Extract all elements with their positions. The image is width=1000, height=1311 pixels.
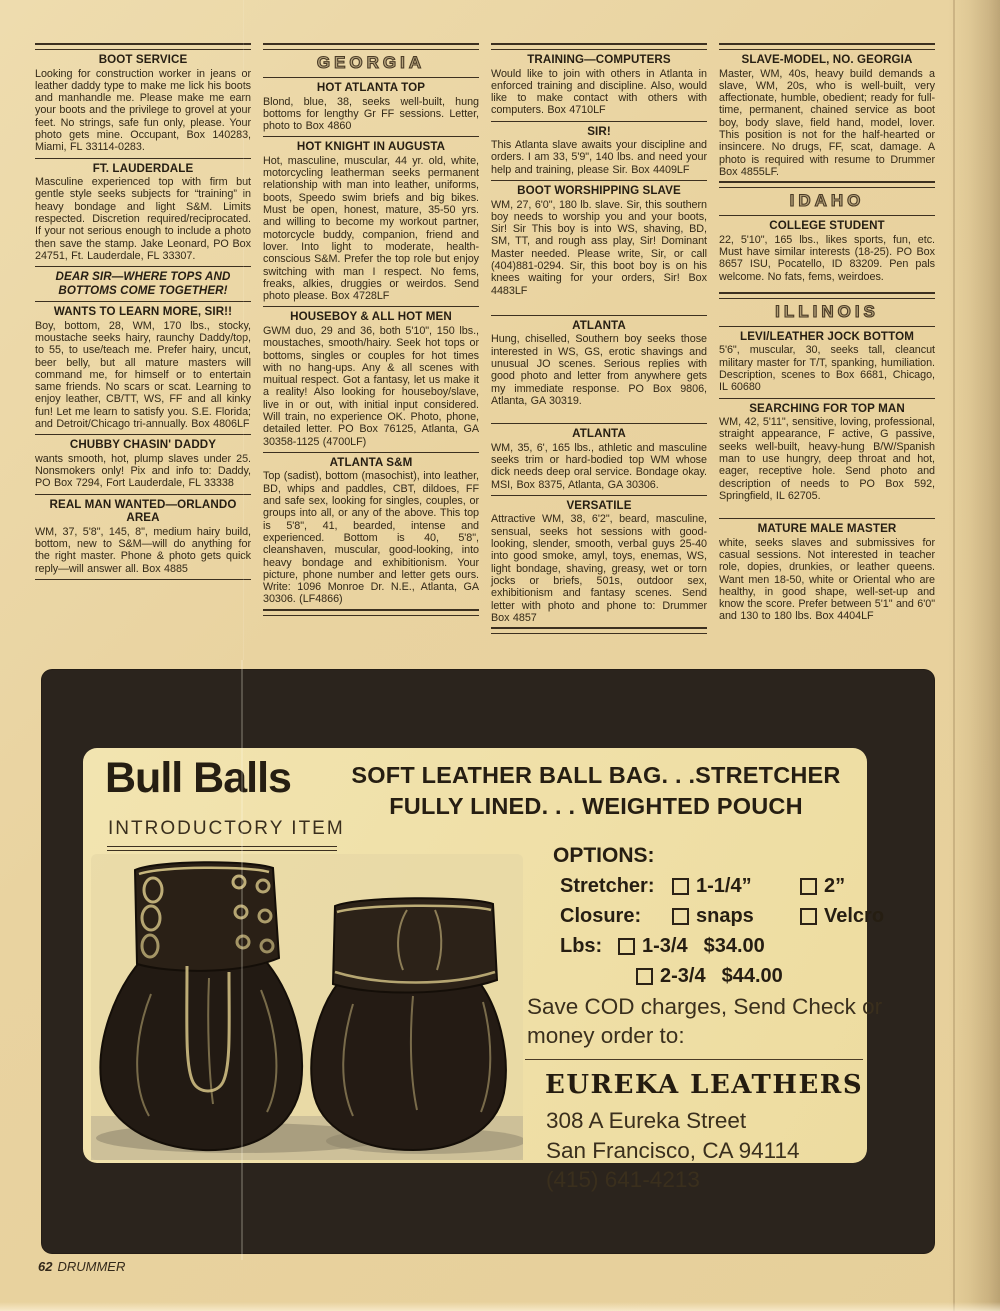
display-ad-panel [83, 748, 885, 1192]
ad-body: WM, 35, 6', 165 lbs., athletic and masculine seeks trim or hard-bodied top WM whose dick needs deep oral service. Bondage okay. MSI, Box 8375, Atlanta, GA 30306. [491, 441, 707, 491]
ad-body: WM, 27, 6'0", 180 lb. slave. Sir, this southern boy needs to worship you and your boots, Sir! Sir This boy is into WS, shaving, BD, SM, TT, and rough ass play, Sir! Dominant Master needed. Please write, Sir, or call (404)881-0294. Sir, this boot boy is on his knees waiting for your orders, Sir! Box 4483LF [491, 198, 707, 297]
ad-body: GWM duo, 29 and 36, both 5'10", 150 lbs., moustaches, smooth/hairy. Seek hot tops or bottoms, singles or couples for hot times with no hang-ups. Any & all scenes with muitual respect. Got a fantasy, let us make it a reality! Also looking for houseboy/slave, live in or out, with initial input considered. Will train, no experience OK. Photo, phone, detailed letter. PO Box 76125, Atlanta, GA 30358-1125 (4700LF) [263, 324, 479, 448]
ad-title: HOT KNIGHT IN AUGUSTA [296, 140, 446, 154]
ad-body: Boy, bottom, 28, WM, 170 lbs., stocky, moustache seeks hairy, raunchy Daddy/top, to 55, to use/teach me. Prefer hairy, uncut, beer belly, but all mature masters will command me, for himself or to entertain same friends. No scars or scat. Learning to enjoy leather, CB/TT, WS, FF and all kinky fun! Let me learn to satisfy you. S.E. Florida; and Detroit/Chicago tri-annually. Box 4806LF [35, 319, 251, 431]
order-note: Save COD charges, Send Check or money order to: [527, 994, 883, 1048]
page-edge-shadow [948, 0, 1000, 1311]
option-text: 2” [824, 875, 846, 897]
ad-body: Would like to join with others in Atlanta in enforced training and discipline. Also, would like to make contact with others with computers. Box 4710LF [491, 67, 707, 117]
ad-headline [335, 760, 857, 822]
option-text: 1-3/4 [642, 935, 688, 957]
paper-crease-top [243, 0, 244, 660]
option-text: snaps [696, 905, 754, 927]
state-header: IDAHO [789, 191, 865, 211]
option-item [636, 965, 783, 988]
separator-rule [491, 627, 707, 634]
separator-rule [491, 180, 707, 181]
ad-body: Hung, chiselled, Southern boy seeks those interested in WS, GS, erotic shavings and unusual JO scenes. Serious replies with good photo and letter from anywhere gets my immediate response. PO Box 9806, Atlanta, GA 30319. [491, 333, 707, 407]
ad-title: ATLANTA [572, 318, 626, 332]
option-text: 1-1/4” [696, 875, 752, 897]
state-header: GEORGIA [316, 53, 426, 72]
ad-title: LEVI/LEATHER JOCK BOTTOM [740, 329, 914, 343]
ad-body: Blond, blue, 38, seeks well-built, hung bottoms for lengthy Gr FF sessions. Letter, photo to Box 4860 [263, 95, 479, 133]
separator-rule [719, 292, 935, 299]
ad-body: wants smooth, hot, plump slaves under 25. Nonsmokers only! Pix and info to: Daddy, PO Box 7294, Fort Lauderdale, FL 33338 [35, 452, 251, 490]
separator-rule [263, 77, 479, 78]
paper-crease-bottom [241, 660, 243, 1260]
ad-body: Looking for construction worker in jeans or leather daddy type to make me lick his boots and manhandle me. Please make me earn your boots and the privilege to grovel at your feet. No strings, safe fun only, please. Your photo gets mine. Occupant, Box 140283, Miami, FL 33114-0283. [35, 67, 251, 154]
option-row [560, 905, 928, 928]
section-gap [491, 409, 707, 419]
separator-rule [491, 315, 707, 316]
separator-rule [491, 423, 707, 424]
separator-rule [263, 609, 479, 616]
company-name: EUREKA LEATHERS [545, 1070, 864, 1100]
ad-title: SEARCHING FOR TOP MAN [749, 401, 905, 415]
separator-rule [35, 434, 251, 435]
ad-headline-line1: SOFT LEATHER BALL BAG. . .STRETCHER [351, 762, 841, 788]
separator-rule [35, 43, 251, 50]
separator-rule [719, 181, 935, 188]
ad-title: TRAINING—COMPUTERS [527, 53, 671, 66]
classifieds-column-4 [719, 40, 935, 637]
ad-body: white, seeks slaves and submissives for casual sessions. Not interested in teacher role, dopies, drunkies, or leather queens. Want men 18-50, white or Oriental who are healthy, in good shape, well-set-up and know the score. Prefer between 5'1" and 6'0" and 130 to 180 lbs. Box 4404LF [719, 536, 935, 623]
ad-title: COLLEGE STUDENT [769, 219, 885, 233]
separator-rule [719, 43, 935, 50]
option-price: $34.00 [703, 935, 765, 957]
ad-title: ATLANTA [572, 427, 626, 441]
ad-body: 5'6", muscular, 30, seeks tall, cleancut military master for T/T, spanking, humiliation. Description, scenes to Box 6681, Chicago, IL 60680 [719, 344, 935, 394]
display-ad-frame [42, 670, 934, 1253]
ad-title: WANTS TO LEARN MORE, SIR!! [53, 305, 233, 319]
ad-tagline: INTRODUCTORY ITEM [108, 818, 345, 839]
ad-title: FT. LAUDERDALE [92, 161, 194, 175]
separator-rule [719, 398, 935, 399]
option-item [800, 905, 918, 928]
separator-rule [491, 495, 707, 496]
company-address [546, 1106, 799, 1195]
section-gap [719, 504, 935, 514]
options-label: OPTIONS: [553, 844, 655, 867]
option-label: Closure: [560, 905, 642, 927]
separator-rule [35, 301, 251, 302]
separator-rule [491, 43, 707, 50]
ad-body: WM, 42, 5'11", sensitive, loving, professional, straight appearance, F active, G passive, seeks well-built, heavy-hung B/W/Spanish man to use hungry, deep throat and hot, eager, receptive hole. Send photo and description of needs to PO Box 592, Springfield, IL 62705. [719, 416, 935, 502]
option-text: 2-3/4 [660, 965, 706, 987]
option-item [672, 905, 790, 928]
separator-rule [35, 266, 251, 267]
classifieds-column-1 [35, 40, 251, 637]
note-divider [525, 1059, 863, 1060]
magazine-name: DRUMMER [57, 1259, 126, 1274]
checkbox-icon [636, 968, 653, 985]
separator-rule [719, 518, 935, 519]
product-photo [91, 854, 523, 1160]
ad-title: HOUSEBOY & ALL HOT MEN [290, 310, 452, 324]
ad-title: VERSATILE [566, 498, 632, 512]
option-item [618, 935, 765, 958]
address-street: 308 A Eureka Street [546, 1108, 747, 1133]
separator-rule [35, 579, 251, 580]
ad-title: BOOT SERVICE [98, 53, 188, 66]
classifieds-column-2 [263, 40, 479, 637]
ad-title: SIR! [587, 124, 611, 138]
tagline-underline [107, 846, 337, 851]
checkbox-icon [672, 908, 689, 925]
ad-title: HOT ATLANTA TOP [316, 81, 426, 94]
checkbox-icon [672, 878, 689, 895]
section-gap [491, 299, 707, 311]
checkbox-icon [800, 878, 817, 895]
state-header: ILLINOIS [775, 301, 879, 321]
checkbox-icon [618, 938, 635, 955]
separator-rule [263, 452, 479, 453]
classifieds-column-3 [491, 40, 707, 637]
option-label: Stretcher: [560, 875, 655, 897]
ad-title: BOOT WORSHIPPING SLAVE [517, 184, 681, 198]
section-gap [719, 285, 935, 289]
ad-body: 22, 5'10", 165 lbs., likes sports, fun, etc. Must have similar interests (18-25). PO Box 8657 ISU, Pocatello, ID 83209. Pen pals welcome. No fats, fems, weirdoes. [719, 233, 935, 283]
ad-headline-line2: FULLY LINED. . . WEIGHTED POUCH [389, 793, 803, 819]
checkbox-icon [800, 908, 817, 925]
option-text: Velcro [824, 905, 885, 927]
ad-brand-title: Bull Balls [105, 754, 291, 802]
ad-title: REAL MAN WANTED—ORLANDO AREA [49, 497, 237, 525]
option-item [672, 875, 790, 898]
separator-rule [35, 494, 251, 495]
separator-rule [263, 136, 479, 137]
option-row [560, 875, 928, 898]
separator-rule [35, 158, 251, 159]
option-label: Lbs: [560, 935, 603, 957]
separator-rule [719, 326, 935, 327]
ad-title: ATLANTA S&M [329, 455, 413, 469]
page-folio [38, 1259, 125, 1274]
ad-body: Attractive WM, 38, 6'2", beard, masculine, sensual, seeks hot sessions with good-looking, slender, smooth, verbal guys 25-40 into good smoke, amyl, toys, enemas, WS, light bondage, shaving, greasy, wet or torn jocks or briefs, 501s, outdoor sex, exhibitionism and fantasy scenes. Send letter with photo and phone to: Drummer Box 4857 [491, 513, 707, 624]
ad-body: WM, 37, 5'8", 145, 8", medium hairy build, bottom, new to S&M—will do anything for the right master. Phone & photo gets quick reply—will answer all. Box 4885 [35, 525, 251, 575]
separator-rule [719, 215, 935, 216]
ad-body: Top (sadist), bottom (masochist), into leather, BD, whips and paddles, CBT, dildoes, FF and safe sex, looking for singles, couples, or groups into all, or any of the above. This top is 5'8", 41, bearded, intense and experienced. Bottom is 40, 5'8", cleanshaven, muscular, good-looking, into heavy bondage and exhibitionism. Your picture, phone number and letter gets ours. Write: 1096 Monroe Dr. N.E., Atlanta, GA 30306. (LF4866) [263, 470, 479, 606]
separator-rule [263, 306, 479, 307]
ad-body: This Atlanta slave awaits your discipline and orders. I am 33, 5'9", 140 lbs. and need your help and training, please Sir. Box 4409LF [491, 139, 707, 176]
separator-rule [491, 121, 707, 122]
page-bottom-edge [0, 1302, 1000, 1311]
option-price: $44.00 [721, 965, 783, 987]
ad-body: Masculine experienced top with firm but gentle style seeks subjects for “training” in heavy bondage and light S&M. Limits respected. Discretion required/reciprocated. If your not serious enough to include a photo then save the stamp. Jake Leonard, PO Box 24751, Ft. Lauderdale, FL 33307. [35, 176, 251, 262]
ad-title: DEAR SIR—WHERE TOPS AND BOTTOMS COME TOGETHER! [55, 270, 231, 297]
option-row [560, 965, 928, 988]
separator-rule [263, 43, 479, 50]
option-row [560, 935, 928, 958]
ad-title: SLAVE-MODEL, NO. GEORGIA [741, 53, 913, 66]
options-list [560, 875, 928, 995]
classifieds-area [35, 40, 935, 637]
ad-body: Hot, masculine, muscular, 44 yr. old, white, motorcycling leatherman seeks permanent relationship with man into leather, uniforms, boots, Speedo swim briefs and big bikes. Must be open, honest, mature, 35-50 yrs. and willing to become my workout partner, motorcycle buddy, companion, friend and lover. Into light to moderate, health-conscious S&M. Prefer the top role but enjoy switching with man I respect. No fems, freaks, alkies, druggies or weirdos. Send photo please. Box 4728LF [263, 154, 479, 303]
ad-body: Master, WM, 40s, heavy build demands a slave, WM, 20s, who is well-built, very affectionate, humble, obedient; ready for full-time, permanent, chained service as boot boy, body slave, field hand, model, lover. This position is not for the half-hearted or insincere. No drugs, FF, scat, damage. A photo is required with resume to Drummer Box 4855LF. [719, 67, 935, 178]
option-item [800, 875, 918, 898]
address-city: San Francisco, CA 94114 [546, 1137, 800, 1163]
page-number: 62 [38, 1259, 53, 1274]
ad-title: CHUBBY CHASIN' DADDY [69, 438, 217, 452]
ad-title: MATURE MALE MASTER [757, 522, 897, 536]
address-phone: (415) 641-4213 [546, 1167, 700, 1192]
